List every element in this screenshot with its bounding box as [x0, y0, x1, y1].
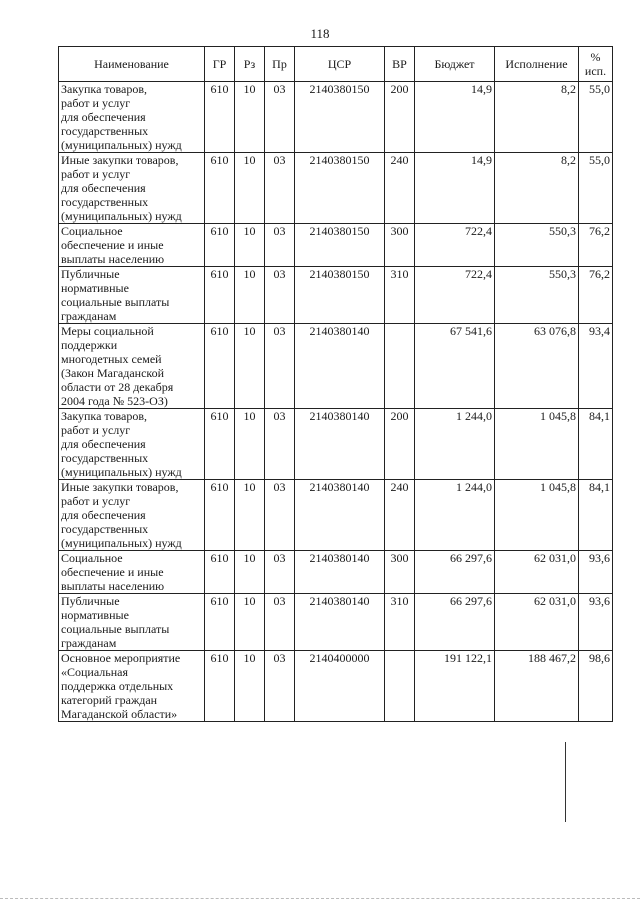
- cell-name-line: (муниципальных) нужд: [61, 465, 182, 479]
- cell-csr: 2140380140: [295, 409, 385, 480]
- header-budget: Бюджет: [415, 47, 495, 82]
- header-vr: ВР: [385, 47, 415, 82]
- cell-execution: 8,2: [495, 153, 579, 224]
- cell-name-line: Социальное: [61, 224, 123, 238]
- cell-csr: 2140380140: [295, 480, 385, 551]
- header-percent-symbol: %: [590, 50, 601, 64]
- cell-name-line: (муниципальных) нужд: [61, 138, 182, 152]
- cell-execution: 1 045,8: [495, 409, 579, 480]
- table-row: [59, 153, 613, 224]
- cell-vr: 240: [385, 480, 415, 551]
- cell-name-line: Основное мероприятие: [61, 651, 181, 665]
- cell-execution: 550,3: [495, 267, 579, 324]
- cell-name-line: для обеспечения: [61, 181, 146, 195]
- cell-pr: 03: [265, 651, 295, 722]
- cell-budget: 1 244,0: [415, 409, 495, 480]
- cell-vr: 310: [385, 267, 415, 324]
- cell-vr: [385, 651, 415, 722]
- cell-csr: 2140380150: [295, 267, 385, 324]
- cell-execution: 62 031,0: [495, 594, 579, 651]
- cell-name-line: социальные выплаты: [61, 295, 170, 309]
- cell-name-line: 2004 года № 523-ОЗ): [61, 394, 168, 408]
- cell-budget: 14,9: [415, 153, 495, 224]
- cell-rz: 10: [235, 594, 265, 651]
- cell-execution: 62 031,0: [495, 551, 579, 594]
- cell-budget: 722,4: [415, 224, 495, 267]
- cell-name-line: Магаданской области»: [61, 707, 178, 721]
- cell-name-line: (муниципальных) нужд: [61, 209, 182, 223]
- cell-pr: 03: [265, 480, 295, 551]
- cell-gr: 610: [205, 594, 235, 651]
- table-row: [59, 409, 613, 480]
- cell-name-line: нормативные: [61, 608, 129, 622]
- cell-budget: 191 122,1: [415, 651, 495, 722]
- table-row: [59, 82, 613, 153]
- cell-name: [59, 153, 205, 224]
- cell-name-line: для обеспечения: [61, 437, 146, 451]
- header-execution: Исполнение: [495, 47, 579, 82]
- cell-percent: 93,6: [579, 551, 613, 594]
- scan-footer-dashes: [0, 898, 640, 899]
- cell-name-line: государственных: [61, 195, 149, 209]
- cell-rz: 10: [235, 153, 265, 224]
- table-row: [59, 267, 613, 324]
- cell-name-line: государственных: [61, 522, 149, 536]
- cell-name-line: категорий граждан: [61, 693, 158, 707]
- cell-name-line: работ и услуг: [61, 96, 131, 110]
- header-name: Наименование: [59, 47, 205, 82]
- cell-csr: 2140380140: [295, 324, 385, 409]
- cell-name-line: работ и услуг: [61, 423, 131, 437]
- cell-budget: 1 244,0: [415, 480, 495, 551]
- cell-csr: 2140380150: [295, 82, 385, 153]
- cell-pr: 03: [265, 82, 295, 153]
- cell-vr: 310: [385, 594, 415, 651]
- cell-name-line: выплаты населению: [61, 579, 165, 593]
- cell-rz: 10: [235, 82, 265, 153]
- cell-name-line: поддержка отдельных: [61, 679, 174, 693]
- cell-name-line: области от 28 декабря: [61, 380, 174, 394]
- cell-execution: 8,2: [495, 82, 579, 153]
- cell-name-line: для обеспечения: [61, 508, 146, 522]
- cell-rz: 10: [235, 551, 265, 594]
- table-body: [59, 82, 613, 722]
- header-csr: ЦСР: [295, 47, 385, 82]
- cell-name: [59, 324, 205, 409]
- header-percent: [579, 47, 613, 82]
- cell-budget: 67 541,6: [415, 324, 495, 409]
- cell-gr: 610: [205, 651, 235, 722]
- header-pr: Пр: [265, 47, 295, 82]
- cell-vr: [385, 324, 415, 409]
- cell-name: [59, 651, 205, 722]
- cell-name-line: Иные закупки товаров,: [61, 153, 179, 167]
- cell-pr: 03: [265, 409, 295, 480]
- cell-percent: 84,1: [579, 480, 613, 551]
- table-header-row: [59, 47, 613, 82]
- cell-percent: 93,6: [579, 594, 613, 651]
- cell-name-line: Закупка товаров,: [61, 409, 147, 423]
- cell-budget: 722,4: [415, 267, 495, 324]
- table-row: [59, 480, 613, 551]
- cell-name-line: выплаты населению: [61, 252, 165, 266]
- cell-rz: 10: [235, 224, 265, 267]
- cell-gr: 610: [205, 480, 235, 551]
- cell-name-line: Иные закупки товаров,: [61, 480, 179, 494]
- table-row: [59, 324, 613, 409]
- cell-vr: 200: [385, 409, 415, 480]
- cell-vr: 240: [385, 153, 415, 224]
- cell-name-line: Публичные: [61, 594, 120, 608]
- table-row: [59, 551, 613, 594]
- cell-name-line: государственных: [61, 124, 149, 138]
- cell-name-line: для обеспечения: [61, 110, 146, 124]
- cell-name: [59, 409, 205, 480]
- table-row: [59, 224, 613, 267]
- cell-name-line: нормативные: [61, 281, 129, 295]
- cell-name: [59, 480, 205, 551]
- cell-rz: 10: [235, 651, 265, 722]
- cell-name: [59, 224, 205, 267]
- cell-name-line: работ и услуг: [61, 167, 131, 181]
- header-percent-label: исп.: [584, 64, 607, 78]
- cell-csr: 2140380140: [295, 551, 385, 594]
- cell-csr: 2140400000: [295, 651, 385, 722]
- cell-csr: 2140380150: [295, 153, 385, 224]
- table-row: [59, 594, 613, 651]
- cell-gr: 610: [205, 551, 235, 594]
- cell-execution: 1 045,8: [495, 480, 579, 551]
- cell-percent: 76,2: [579, 267, 613, 324]
- cell-vr: 300: [385, 551, 415, 594]
- cell-name-line: Публичные: [61, 267, 120, 281]
- cell-name-line: многодетных семей: [61, 352, 162, 366]
- cell-percent: 55,0: [579, 82, 613, 153]
- cell-name-line: государственных: [61, 451, 149, 465]
- cell-name-line: работ и услуг: [61, 494, 131, 508]
- cell-execution: 550,3: [495, 224, 579, 267]
- cell-name: [59, 551, 205, 594]
- cell-name-line: Закупка товаров,: [61, 82, 147, 96]
- cell-csr: 2140380140: [295, 594, 385, 651]
- cell-percent: 93,4: [579, 324, 613, 409]
- cell-rz: 10: [235, 409, 265, 480]
- cell-percent: 84,1: [579, 409, 613, 480]
- cell-name-line: (Закон Магаданской: [61, 366, 165, 380]
- cell-pr: 03: [265, 153, 295, 224]
- cell-execution: 188 467,2: [495, 651, 579, 722]
- header-gr: ГР: [205, 47, 235, 82]
- cell-name: [59, 594, 205, 651]
- cell-name-line: обеспечение и иные: [61, 565, 164, 579]
- cell-name-line: гражданам: [61, 309, 117, 323]
- cell-gr: 610: [205, 224, 235, 267]
- cell-name-line: обеспечение и иные: [61, 238, 164, 252]
- cell-rz: 10: [235, 480, 265, 551]
- cell-name: [59, 267, 205, 324]
- cell-name-line: гражданам: [61, 636, 117, 650]
- cell-pr: 03: [265, 324, 295, 409]
- cell-name: [59, 82, 205, 153]
- cell-budget: 66 297,6: [415, 594, 495, 651]
- scan-artifact-line: [565, 742, 566, 822]
- cell-pr: 03: [265, 267, 295, 324]
- cell-gr: 610: [205, 82, 235, 153]
- cell-gr: 610: [205, 153, 235, 224]
- cell-rz: 10: [235, 324, 265, 409]
- cell-budget: 14,9: [415, 82, 495, 153]
- cell-percent: 55,0: [579, 153, 613, 224]
- budget-execution-table: [58, 46, 613, 722]
- table-row: [59, 651, 613, 722]
- cell-rz: 10: [235, 267, 265, 324]
- page-number: 118: [310, 26, 330, 41]
- cell-budget: 66 297,6: [415, 551, 495, 594]
- cell-gr: 610: [205, 324, 235, 409]
- cell-name-line: Меры социальной: [61, 324, 154, 338]
- cell-name-line: Социальное: [61, 551, 123, 565]
- cell-name-line: (муниципальных) нужд: [61, 536, 182, 550]
- cell-pr: 03: [265, 551, 295, 594]
- cell-gr: 610: [205, 409, 235, 480]
- cell-execution: 63 076,8: [495, 324, 579, 409]
- cell-vr: 200: [385, 82, 415, 153]
- cell-name-line: социальные выплаты: [61, 622, 170, 636]
- cell-vr: 300: [385, 224, 415, 267]
- header-rz: Рз: [235, 47, 265, 82]
- cell-name-line: поддержки: [61, 338, 118, 352]
- cell-name-line: «Социальная: [61, 665, 129, 679]
- cell-percent: 76,2: [579, 224, 613, 267]
- cell-pr: 03: [265, 594, 295, 651]
- cell-pr: 03: [265, 224, 295, 267]
- cell-gr: 610: [205, 267, 235, 324]
- cell-percent: 98,6: [579, 651, 613, 722]
- cell-csr: 2140380150: [295, 224, 385, 267]
